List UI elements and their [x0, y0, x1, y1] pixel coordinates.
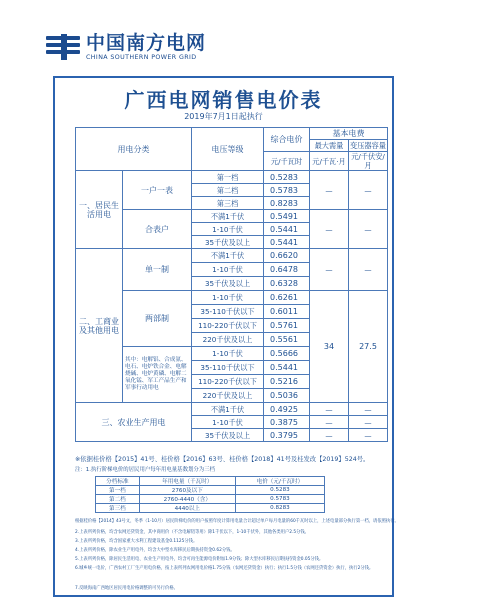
price-cell: 0.5036	[264, 389, 310, 403]
voltage-cell: 不满1千伏	[192, 403, 264, 416]
voltage-cell: 110-220千伏以下	[192, 319, 264, 333]
step-header: 电价（元/千瓦时）	[235, 477, 324, 486]
voltage-cell: 第二档	[192, 184, 264, 197]
price-cell: 0.5561	[264, 333, 310, 347]
price-cell: 0.5666	[264, 347, 310, 361]
price-cell: 0.4925	[264, 403, 310, 416]
dash-cell: —	[349, 403, 388, 416]
header-combined-price: 综合电价	[264, 128, 310, 152]
price-cell: 0.6620	[264, 249, 310, 263]
fine-note: 4.上表所列价格，除农业生产用电外，均含大中型水库移民后期扶持资金0.62分钱。	[75, 548, 235, 553]
price-cell: 0.6011	[264, 305, 310, 319]
price-cell: 0.5491	[264, 210, 310, 223]
step-cell: 2760-4440（含）	[139, 495, 235, 504]
dash-cell: —	[310, 210, 349, 249]
voltage-cell: 不满1千伏	[192, 249, 264, 263]
subgroup-special-industries: 其中：电解铝、合成氨、电石、电炉铁合金、电解烧碱、电炉黄磷、电解二氧化锰、军工产品生产和军事行动用电	[123, 347, 192, 403]
fine-note: 2.上表所列价格，均含农网还贷资金，其中商用价（不含电解铝等用）除1千伏以下，1-10千伏外，其他各类用户2.5分钱。	[75, 530, 309, 535]
price-cell: 0.8283	[264, 197, 310, 210]
group-agricultural: 三、农业生产用电	[76, 403, 192, 442]
voltage-cell: 1-10千伏	[192, 291, 264, 305]
dash-cell: —	[349, 416, 388, 429]
price-cell: 0.5441	[264, 361, 310, 375]
dash-cell: —	[310, 171, 349, 210]
step-header: 年用电量（千瓦时）	[139, 477, 235, 486]
header-combined-unit: 元/千瓦时	[264, 152, 310, 171]
fine-note: 6.城乡统一电价，广西农村工厂生产用电价格，按上表所列农网用电价格1.75分钱（农网还贷资金）执行；执行1.5分钱（农网还贷资金）执行，执行2分钱。	[75, 566, 374, 571]
header-max-demand: 最大需量	[310, 140, 349, 152]
dash-cell: —	[310, 429, 349, 442]
subgroup-shared-meter: 合表户	[123, 210, 192, 249]
dash-cell: —	[310, 249, 349, 291]
header-voltage: 电压等级	[192, 128, 264, 171]
price-cell: 0.6261	[264, 291, 310, 305]
subgroup-single-part: 单一制	[123, 249, 192, 291]
step-cell: 0.8283	[235, 504, 324, 513]
dash-cell: —	[310, 416, 349, 429]
voltage-cell: 35千伏及以上	[192, 277, 264, 291]
price-cell: 0.5761	[264, 319, 310, 333]
step-cell: 第二档	[96, 495, 140, 504]
subgroup-one-household: 一户一表	[123, 171, 192, 210]
voltage-cell: 1-10千伏	[192, 416, 264, 429]
page-title: 广西电网销售电价表	[124, 88, 323, 112]
group-residential: 一、居民生活用电	[76, 171, 123, 249]
voltage-cell: 第一档	[192, 171, 264, 184]
price-cell: 0.5441	[264, 223, 310, 236]
voltage-cell: 35千伏及以上	[192, 429, 264, 442]
step-cell: 第三档	[96, 504, 140, 513]
price-cell: 0.5216	[264, 375, 310, 389]
voltage-cell: 35-110千伏以下	[192, 361, 264, 375]
group-industrial: 二、工商业及其他用电	[76, 249, 123, 403]
voltage-cell: 第三档	[192, 197, 264, 210]
voltage-cell: 1-10千伏	[192, 263, 264, 277]
brand-name-en: CHINA SOUTHERN POWER GRID	[86, 54, 197, 61]
header-capacity-unit: 元/千伏安/月	[349, 152, 388, 171]
step-cell: 0.5283	[235, 486, 324, 495]
brand-name: 中国南方电网	[86, 32, 207, 54]
fine-note: 5.上表所列价格，除居民生活用电、农业生产用电外，均含可再生能源电价附加1.9分钱；除大型水库移民后期扶持资金0.05分钱。	[75, 557, 324, 562]
fine-note: 7.反映海南广西地区居民用电价格调整的可另行价格。	[75, 586, 178, 591]
step-note: 注：1.执行阶梯电价的居民用户每年用电量基数划分为三档	[75, 467, 215, 473]
voltage-cell: 110-220千伏以下	[192, 375, 264, 389]
voltage-cell: 220千伏及以上	[192, 333, 264, 347]
dash-cell: —	[349, 210, 388, 249]
price-cell: 0.3875	[264, 416, 310, 429]
header-category: 用电分类	[76, 128, 192, 171]
step-cell: 0.5783	[235, 495, 324, 504]
dash-cell: —	[349, 171, 388, 210]
power-grid-logo-icon	[46, 34, 80, 60]
max-demand-value: 34	[310, 291, 349, 403]
price-cell: 0.5283	[264, 171, 310, 184]
voltage-cell: 220千伏及以上	[192, 389, 264, 403]
step-cell: 4440以上	[139, 504, 235, 513]
header-transformer-capacity: 变压器容量	[350, 141, 386, 150]
price-cell: 0.6328	[264, 277, 310, 291]
subgroup-two-part: 两部制	[123, 291, 192, 347]
price-cell: 0.6478	[264, 263, 310, 277]
price-cell: 0.3795	[264, 429, 310, 442]
fine-note: 根据桂价格【2014】43号文，冬季（1-10月）居民阶梯电价的用户按照年度计算用电量合计超过单户每月电量的60千瓦时以上，上述电量部分执行第一档，请依照执行。	[75, 519, 399, 524]
capacity-value: 27.5	[349, 291, 388, 403]
fine-note: 3.上表所列价格，均含国家重大水利工程建设基金0.1125分钱。	[75, 539, 198, 544]
step-header: 分档标准	[96, 477, 140, 486]
header-max-demand-unit: 元/千瓦·月	[310, 152, 349, 171]
price-table	[75, 127, 388, 442]
step-cell: 2760及以下	[139, 486, 235, 495]
dash-cell: —	[349, 249, 388, 291]
voltage-cell: 不满1千伏	[192, 210, 264, 223]
page-subtitle: 2019年7月1日起执行	[184, 112, 263, 121]
logo	[46, 33, 206, 61]
dash-cell: —	[310, 403, 349, 416]
step-cell: 第一档	[96, 486, 140, 495]
price-cell: 0.5441	[264, 236, 310, 249]
price-cell: 0.5783	[264, 184, 310, 197]
voltage-cell: 35-110千伏以下	[192, 305, 264, 319]
voltage-cell: 1-10千伏	[192, 347, 264, 361]
basis-note: ※依据桂价格【2015】41号、桂价格【2016】63号、桂价格【2018】41号及桂发改【2019】524号。	[75, 456, 370, 463]
dash-cell: —	[349, 429, 388, 442]
header-basic-fee: 基本电费	[310, 128, 388, 140]
voltage-cell: 1-10千伏	[192, 223, 264, 236]
voltage-cell: 35千伏及以上	[192, 236, 264, 249]
step-table	[95, 476, 325, 513]
